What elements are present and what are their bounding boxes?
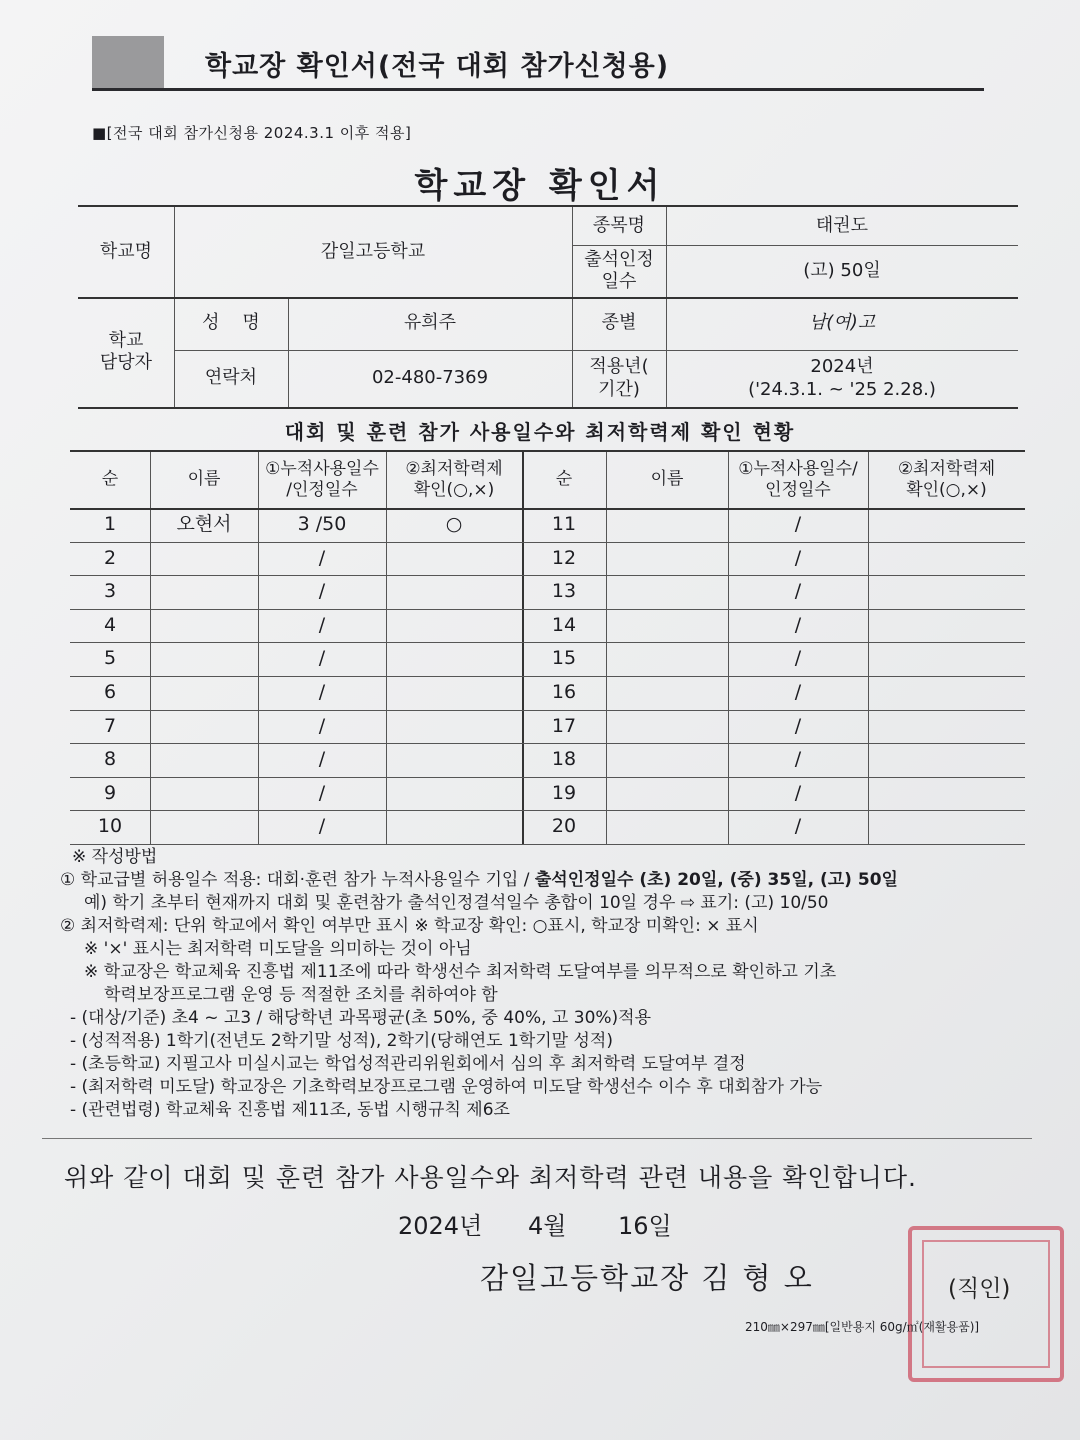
note-6: - (대상/기준) 초4 ~ 고3 / 해당학년 과목평균(초 50%, 중 40%, 고 30%)적용 [70,1008,652,1028]
note-3: ※ '×' 표시는 최저학력 미도달을 의미하는 것이 아님 [84,939,472,959]
table-cell-r-no: 15 [551,647,577,670]
table-cell-l-days: / [318,781,326,804]
table-cell-l-name [150,710,258,744]
table-cell-l-check [386,743,522,777]
table-cell-r-days: / [794,714,802,737]
note-8: - (초등학교) 지필고사 미실시교는 학업성적관리위원회에서 심의 후 최저학력 도달여부 결정 [70,1054,746,1074]
note-7: - (성적적용) 1학기(전년도 2학기말 성적), 2학기(당해연도 1학기말 성적) [70,1031,613,1051]
table-cell-l-name [150,609,258,643]
table-cell-l-days: 3 /50 [297,512,347,535]
header-no-left: 순 [101,469,119,490]
attendance-days-label: 출석인정 일수 [584,248,654,292]
manager-name-value: 유희주 [403,312,457,334]
table-cell-l-days: / [318,546,326,569]
header-title: 학교장 확인서(전국 대회 참가신청용) [205,51,670,82]
info-table [78,205,1018,409]
table-cell-l-no: 5 [103,647,117,670]
table-cell-r-no: 12 [551,546,577,569]
header-check-right: ②최저학력제 확인(○,×) [897,458,996,500]
table-cell-r-no: 16 [551,680,577,703]
table-cell-r-check [868,710,1025,744]
sport-value: 태권도 [815,214,869,236]
table-cell-r-no: 17 [551,714,577,737]
table-cell-l-days: / [318,580,326,603]
applicability-note: ■[전국 대회 참가신청용 2024.3.1 이후 적용] [92,124,412,142]
table-cell-r-no: 20 [551,815,577,838]
table-cell-l-name: 오현서 [176,512,232,535]
table-cell-l-name [150,777,258,811]
table-cell-l-no: 10 [97,815,123,838]
table-cell-l-check [386,542,522,576]
table-cell-r-name [606,642,728,676]
note-1-bold: 출석인정일수 (초) 20일, (중) 35일, (고) 50일 [534,870,898,890]
table-cell-r-check [868,508,1025,542]
school-name-value: 감일고등학교 [320,240,426,262]
category-label: 종별 [601,312,637,334]
table-cell-l-no: 7 [103,714,117,737]
document-title: 학교장 확인서 [414,166,666,206]
table-cell-r-name [606,676,728,710]
table-row-rule [70,844,1025,845]
seal-label: (직인) [948,1276,1011,1302]
table-cell-r-days: / [794,580,802,603]
table-cell-l-check [386,642,522,676]
table-cell-r-check [868,676,1025,710]
section-title: 대회 및 훈련 참가 사용일수와 최저학력제 확인 현황 [284,420,796,444]
contact-label: 연락처 [204,367,258,389]
header-name-right: 이름 [650,469,684,490]
date-day: 16일 [618,1212,672,1240]
header-days-left: ①누적사용일수 /인정일수 [265,458,379,500]
attendance-table [70,450,1025,852]
table-cell-l-name [150,743,258,777]
note-10: - (관련법령) 학교체육 진흥법 제11조, 동법 시행규칙 제6조 [70,1100,510,1120]
table-cell-l-check [386,609,522,643]
header-name-left: 이름 [187,469,221,490]
table-cell-l-check: ○ [445,512,463,535]
header-days-right: ①누적사용일수/ 인정일수 [738,458,858,500]
table-cell-r-check [868,642,1025,676]
table-cell-r-check [868,777,1025,811]
instructions [60,846,1050,1122]
table-cell-r-days: / [794,647,802,670]
date-year: 2024년 [398,1212,483,1240]
table-cell-l-days: / [318,815,326,838]
confirmation-statement: 위와 같이 대회 및 훈련 참가 사용일수와 최저학력 관련 내용을 확인합니다. [64,1163,917,1192]
table-cell-l-days: / [318,647,326,670]
date-month: 4월 [528,1212,567,1240]
category-value: 남(여)고 [808,312,876,334]
table-cell-r-no: 13 [551,580,577,603]
contact-value: 02-480-7369 [371,367,489,389]
table-cell-r-days: / [794,512,802,535]
period-range: ('24.3.1. ~ '25 2.28.) [748,378,936,400]
table-cell-r-days: / [794,781,802,804]
table-cell-r-name [606,609,728,643]
table-cell-l-days: / [318,714,326,737]
notes-divider [42,1138,1032,1139]
note-1-text: ① 학교급별 허용일수 적용: 대회·훈련 참가 누적사용일수 기입 / [60,870,535,890]
header-rule [92,88,984,91]
note-9: - (최저학력 미도달) 학교장은 기초학력보장프로그램 운영하여 미도달 학생선수 이수 후 대회참가 가능 [70,1077,823,1097]
period-label: 적용년( 기간) [589,356,649,400]
official-seal-stamp [908,1226,1064,1382]
table-cell-l-no: 2 [103,546,117,569]
table-cell-r-name [606,810,728,844]
table-cell-l-name [150,575,258,609]
table-cell-l-no: 9 [103,781,117,804]
table-cell-r-name [606,542,728,576]
table-cell-r-days: / [794,546,802,569]
table-cell-r-no: 19 [551,781,577,804]
table-cell-l-name [150,642,258,676]
note-5: 학력보장프로그램 운영 등 적절한 조치를 취하여야 함 [104,985,498,1005]
header-no-right: 순 [555,469,573,490]
period-year: 2024년 [810,356,874,377]
table-cell-l-no: 4 [103,613,117,636]
table-cell-r-days: / [794,815,802,838]
table-cell-r-name [606,508,728,542]
table-cell-r-check [868,542,1025,576]
table-cell-l-check [386,710,522,744]
table-cell-r-name [606,575,728,609]
note-2: ② 최저학력제: 단위 학교에서 확인 여부만 표시 ※ 학교장 확인: ○표시, 학교장 미확인: × 표시 [60,916,759,936]
header-check-left: ②최저학력제 확인(○,×) [405,458,503,500]
table-cell-r-name [606,710,728,744]
instructions-heading: ※ 작성방법 [72,847,158,867]
table-cell-r-days: / [794,613,802,636]
table-cell-l-days: / [318,613,326,636]
table-cell-r-no: 11 [551,512,577,535]
table-cell-l-check [386,575,522,609]
table-cell-l-check [386,676,522,710]
table-cell-r-check [868,810,1025,844]
table-cell-l-no: 3 [103,580,117,603]
header-gray-block [92,36,164,90]
table-cell-l-name [150,810,258,844]
school-name-label: 학교명 [99,240,153,262]
table-cell-r-check [868,575,1025,609]
table-cell-r-days: / [794,748,802,771]
table-cell-r-check [868,743,1025,777]
table-cell-l-check [386,810,522,844]
attendance-days-value: (고) 50일 [803,259,881,281]
table-cell-l-days: / [318,680,326,703]
sport-label: 종목명 [592,214,646,236]
table-cell-l-name [150,676,258,710]
table-cell-r-name [606,777,728,811]
paper-spec: 210㎜×297㎜[일반용지 60g/㎡(재활용품)] [745,1320,980,1334]
note-1-example: 예) 학기 초부터 현재까지 대회 및 훈련참가 출석인정결석일수 총합이 10일 경우 ⇨ 표기: (고) 10/50 [84,893,829,913]
note-4: ※ 학교장은 학교체육 진흥법 제11조에 따라 학생선수 최저학력 도달여부를 의무적으로 확인하고 기초 [84,962,837,982]
table-cell-l-days: / [318,748,326,771]
manager-name-label: 성 명 [202,312,260,334]
principal-signature: 감일고등학교장 김 형 오 [480,1261,814,1295]
table-cell-r-name [606,743,728,777]
table-cell-r-no: 14 [551,613,577,636]
table-cell-r-days: / [794,680,802,703]
table-cell-l-name [150,542,258,576]
note-1 [60,869,1050,892]
period-value [666,350,1018,407]
table-cell-l-no: 6 [103,680,117,703]
table-cell-r-check [868,609,1025,643]
manager-label: 학교 담당자 [99,329,153,373]
table-cell-l-check [386,777,522,811]
table-cell-l-no: 1 [103,512,117,535]
table-cell-r-no: 18 [551,748,577,771]
table-cell-l-no: 8 [103,748,117,771]
